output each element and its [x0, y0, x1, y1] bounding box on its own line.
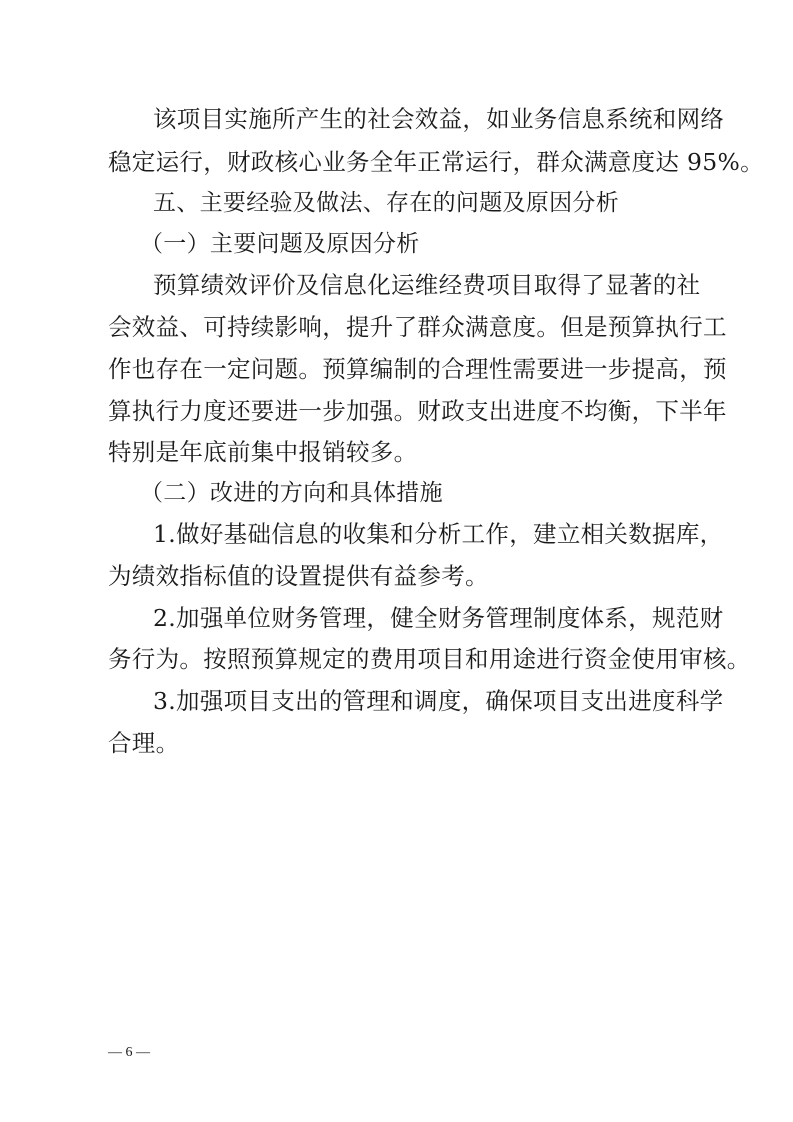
subheading-2: （二）改进的方向和具体措施 — [140, 480, 443, 506]
section-heading-5: 五、主要经验及做法、存在的问题及原因分析 — [153, 190, 619, 216]
item-2-line-1: 2.加强单位财务管理，健全财务管理制度体系，规范财 — [153, 604, 724, 632]
paragraph-1-line-1: 该项目实施所产生的社会效益，如业务信息系统和网络 — [153, 105, 725, 133]
item-1-line-2: 为绩效指标值的设置提供有益参考。 — [108, 562, 489, 590]
paragraph-2-line-5: 特别是年底前集中报销较多。 — [108, 438, 418, 466]
paragraph-2-line-2: 会效益、可持续影响，提升了群众满意度。但是预算执行工 — [108, 313, 727, 341]
item-3-line-2: 合理。 — [108, 729, 180, 757]
paragraph-2-line-4: 算执行力度还要进一步加强。财政支出进度不均衡，下半年 — [108, 397, 727, 425]
page-number: — 6 — — [108, 1045, 150, 1060]
item-1-line-1: 1.做好基础信息的收集和分析工作，建立相关数据库， — [153, 520, 724, 548]
subheading-1: （一）主要问题及原因分析 — [140, 231, 420, 257]
item-3-line-1: 3.加强项目支出的管理和调度，确保项目支出进度科学 — [153, 687, 724, 715]
paragraph-1-line-2: 稳定运行，财政核心业务全年正常运行，群众满意度达 95%。 — [108, 148, 764, 176]
item-2-line-2: 务行为。按照预算规定的费用项目和用途进行资金使用审核。 — [108, 645, 751, 673]
paragraph-2-line-3: 作也存在一定问题。预算编制的合理性需要进一步提高，预 — [108, 355, 727, 383]
paragraph-2-line-1: 预算绩效评价及信息化运维经费项目取得了显著的社 — [153, 271, 701, 299]
